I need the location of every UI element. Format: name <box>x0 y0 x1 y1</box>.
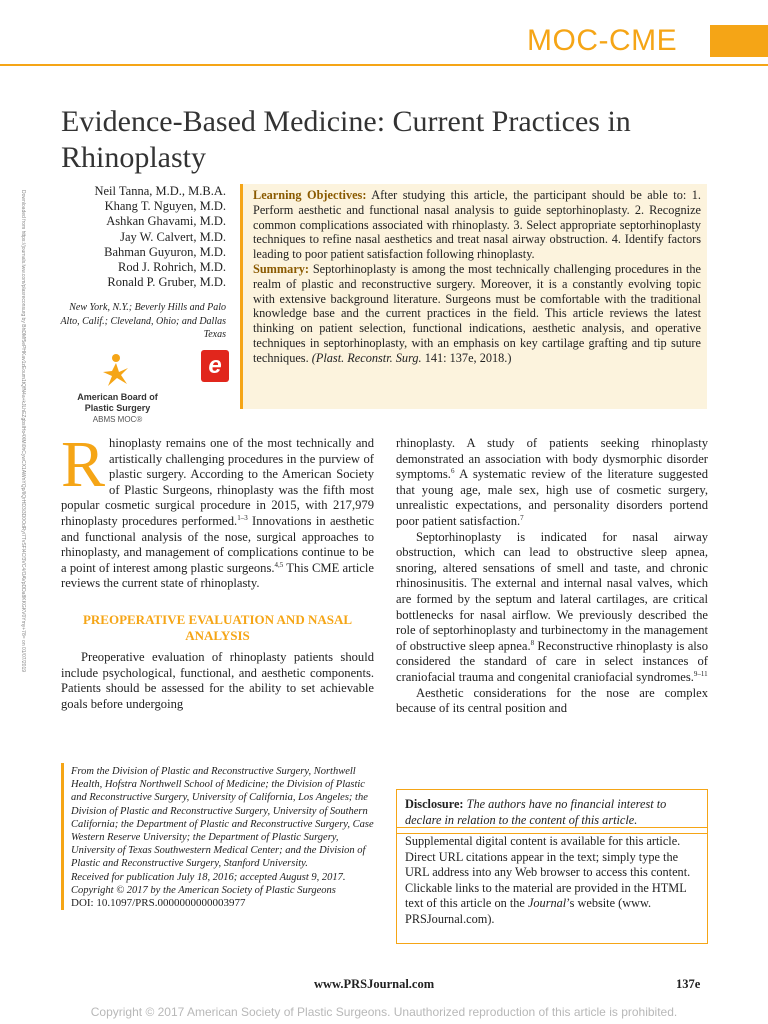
disclosure-box: Disclosure: The authors have no financial interest to declare in relation to the content of this article. <box>396 789 708 834</box>
author: Bahman Guyuron, M.D. <box>104 244 226 259</box>
page-number: 137e <box>676 977 701 991</box>
e-only-badge: e <box>201 350 229 382</box>
moc-cme-label: MOC-CME <box>527 24 678 57</box>
journal-url-link[interactable]: www.PRSJournal.com <box>314 977 435 991</box>
doi-link[interactable]: DOI: 10.1097/PRS.0000000000003977 <box>71 897 246 910</box>
author: Khang T. Nguyen, M.D. <box>104 199 226 214</box>
objectives-label: Learning Objectives: <box>253 188 367 202</box>
article-title: Evidence-Based Medicine: Current Practices in Rhinoplasty <box>61 105 631 174</box>
disclosure-label: Disclosure: <box>405 797 464 811</box>
author-list <box>50 184 226 290</box>
author: Rod J. Rohrich, M.D. <box>118 260 226 275</box>
body-column-left <box>61 428 374 712</box>
learning-objectives-box <box>240 184 707 409</box>
moc-cme-color-block <box>710 25 768 57</box>
section-heading: PREOPERATIVE EVALUATION AND NASAL ANALYSIS <box>82 611 353 643</box>
preop-paragraph: Preoperative evaluation of rhinoplasty patients should include psychological, functional, and aesthetic components. Patients should be assessed for the ability to set achievable goals before undergoing <box>61 649 374 711</box>
author: Neil Tanna, M.D., M.B.A. <box>94 184 226 198</box>
summary-paragraph: Summary: Septorhinoplasty is among the most technically challenging procedures in the realm of plastic and reconstructive surgery. Moreover, it is a constantly evolving topic with extensive background literature. Surgeons must be comfortable with the traditional knowledge base and the current practices in the field. This article reviews the latest thinking on patient selection, functional indications, aesthetic analysis, and operative techniques in septorhinoplasty, with an emphasis on key cartilage grafting and tip suture techniques. (Plast. Reconstr. Surg. 141: 137e, 2018.) <box>253 261 701 365</box>
journal-website-link[interactable]: ’s website (www. PRSJournal.com). <box>405 896 652 926</box>
aesthetic-paragraph: Aesthetic considerations for the nose are complex because of its central position and <box>396 685 708 716</box>
header-rule <box>0 64 768 66</box>
star-figure-icon <box>95 350 137 392</box>
author: Ronald P. Gruber, M.D. <box>107 275 226 290</box>
summary-label: Summary: <box>253 261 310 276</box>
body-column-right <box>396 436 708 717</box>
drop-cap: R <box>61 428 106 501</box>
abms-logo-text: American Board of Plastic Surgery ABMS MOC® <box>77 392 158 424</box>
indication-paragraph: Septorhinoplasty is indicated for nasal airway obstruction, which can lead to obstructive sleep apnea, snoring, altered sensations of smell and taste, and chronic rhinosinusitis. The external and internal nasal valves, which are formed by the septum and lateral cartilages, are critical bottlenecks for nasal airflow. We previously described the role of septorhinoplasty and turbinectomy in the management of obstructive sleep apnea.$^8$ Reconstructive rhinoplasty is also considered the standard of care in select instances of craniofacial trauma and congenital craniofacial syndromes.$^{9-11}$ <box>396 529 708 684</box>
copyright-notice: Copyright © 2017 American Society of Plastic Surgeons. Unauthorized reproduction of this article is prohibited. <box>90 1005 678 1019</box>
satisfaction-paragraph: rhinoplasty. A study of patients seeking rhinoplasty demonstrated an association with body dysmorphic disorder symptoms.$^6$ A systematic review of the literature suggested that young age, male sex, high use of cosmetic surgery, unrealistic expectations, and personality disorders portend poor patient satisfaction.$^7$ <box>396 436 708 528</box>
author: Jay W. Calvert, M.D. <box>120 229 226 244</box>
intro-paragraph: Rhinoplasty remains one of the most technically and artistically challenging procedures in the purview of plastic surgery. According to the American Society of Plastic Surgeons, rhinoplasty was the fifth most popular cosmetic surgical procedure in 2015, with 217,979 rhinoplasty procedures performed.$^{1-3}$ Innovations in aesthetic and functional analysis of the nose, surgical approaches to rhinoplasty, and management of complications continue to be a point of interest among plastic surgeons.$^{4,5}$ This CME article reviews the current state of rhinoplasty. <box>61 428 374 591</box>
objectives-paragraph: Learning Objectives: After studying this article, the participant should be able to: 1. Perform aesthetic and functional nasal analysis to guide septorhinoplasty. 2. Recognize common complications associated with rhinoplasty. 3. Select appropriate septorhinoplasty techniques to refine nasal aesthetics and treat nasal airway obstruction. 4. Identify factors leading to poor patient satisfaction following rhinoplasty. <box>253 188 702 262</box>
supplemental-content-box: Supplemental digital content is available for this article. Direct URL citations appear in the text; simply type the URL address into any Web browser to access this content. Clickable links to the material are provided in the HTML text of this article on the Journal’s website (www. PRSJournal.com). <box>396 827 708 944</box>
affiliation-footnote: From the Division of Plastic and Reconstructive Surgery, Northwell Health, Hofstra Northwell School of Medicine; the Division of Plastic and Reconstructive Surgery, University of California, Los Angeles; the Division of Plastic and Reconstructive Surgery, University of Southern California; the Department of Plastic and Reconstructive Surgery, Case Western Reserve University; the Department of Plastic Surgery, University of Texas Southwestern Medical Center; and the Division of Plastic and Reconstructive Surgery, Stanford University. Received for publication July 18, 2016; accepted August 9, 2017. Copyright © 2017 by the American Society of Plastic Surgeons DOI: 10.1097/PRS.0000000000003977 <box>61 763 374 910</box>
author-affiliation: New York, N.Y.; Beverly Hills and Palo Alto, Calif.; Cleveland, Ohio; and Dallas Texas <box>60 302 226 340</box>
download-watermark: Downloaded from https://journals.lww.com/plasreconsurg by BhDMf5ePHKav1zEoum1tQfN4a+kJLhEZgbsIHo4XMi0hCywCX1AWnYQp/IlQrHD3i3D0OdRyi7TvSFl4Cf3VC4/OAVpDDa8KKGKV0Ymy+78= on 01/07/2019 <box>20 190 26 673</box>
author: Ashkan Ghavami, M.D. <box>106 214 226 229</box>
moc-cme-banner <box>527 18 768 64</box>
